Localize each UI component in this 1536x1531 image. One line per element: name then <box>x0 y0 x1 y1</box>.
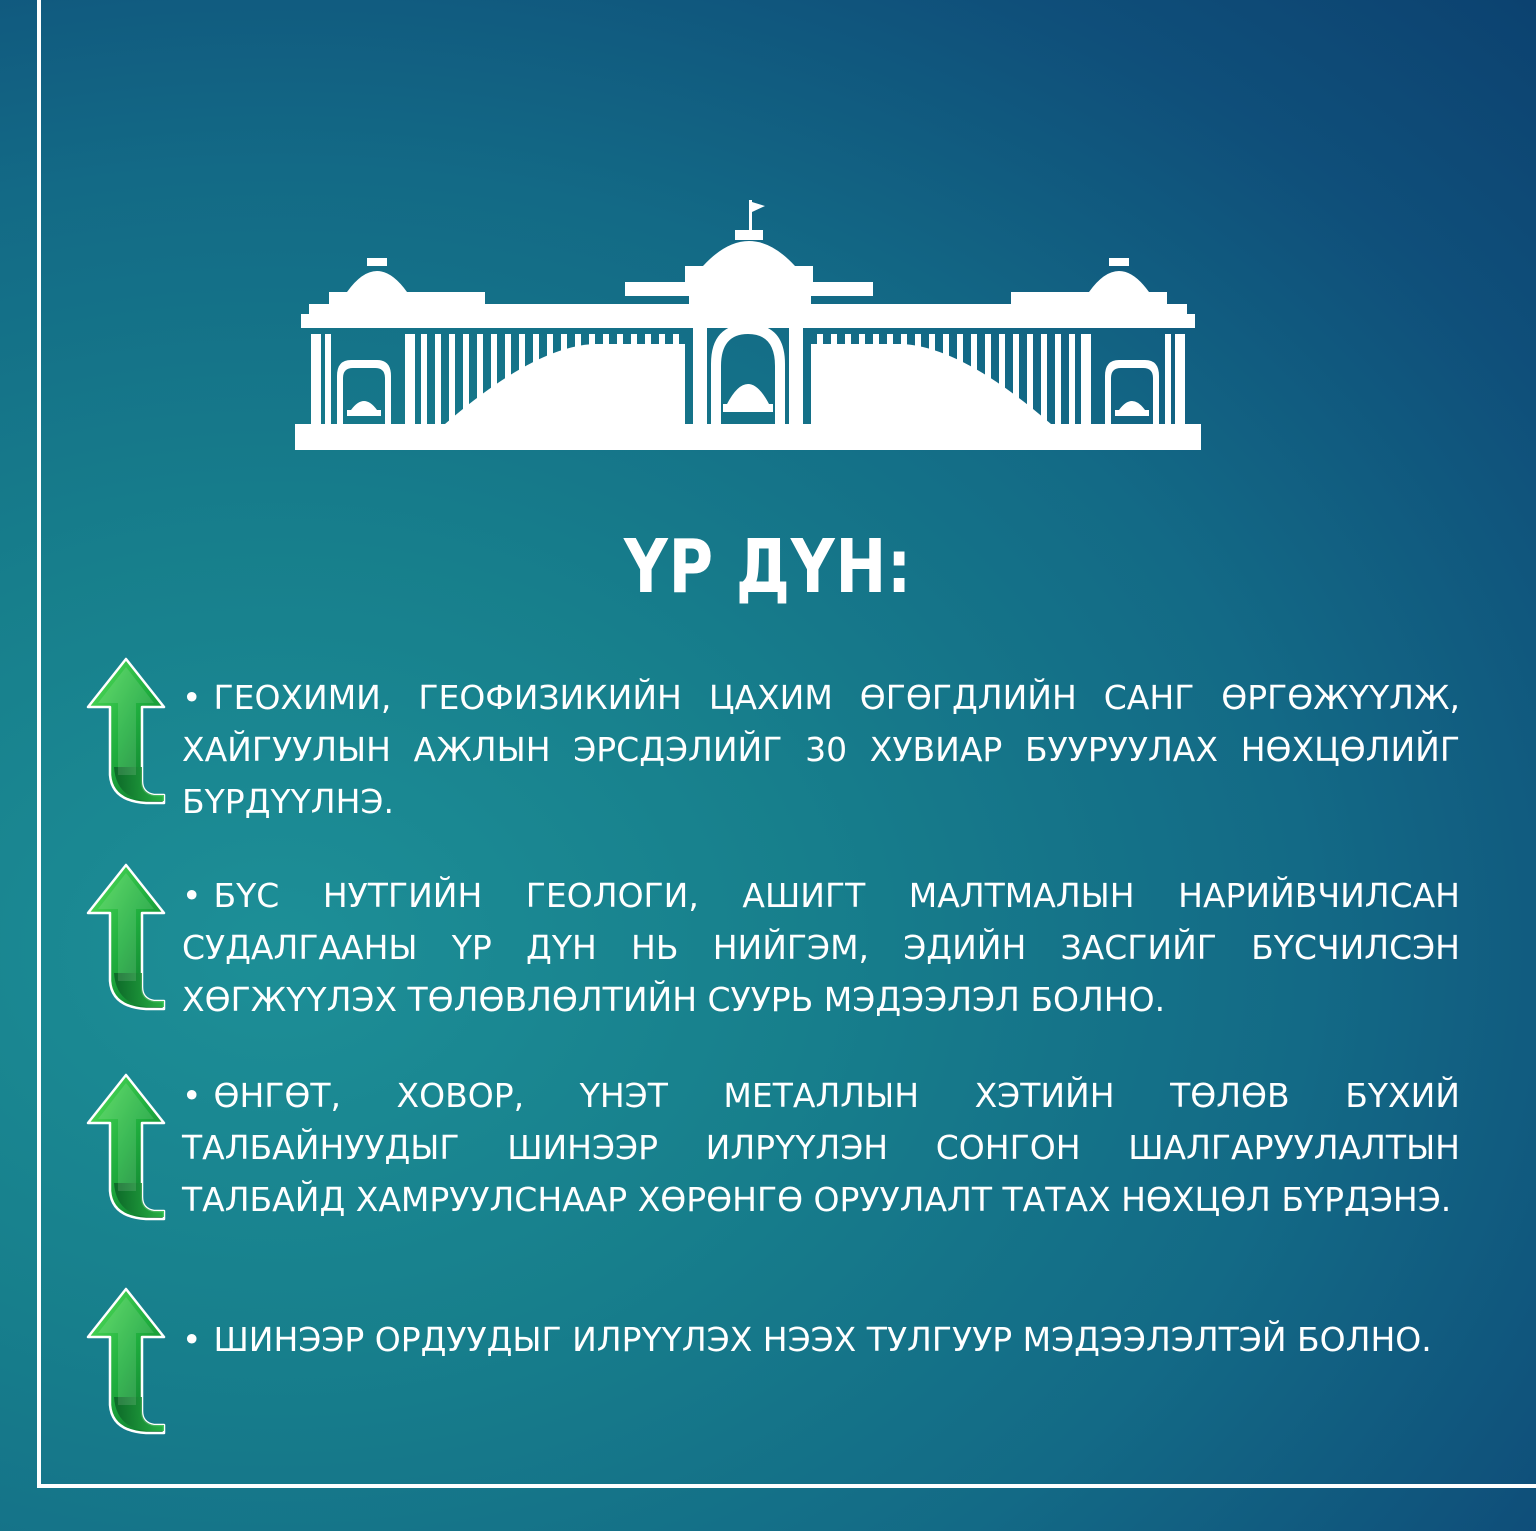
list-item <box>84 860 1464 1020</box>
list-item <box>84 1070 1464 1230</box>
list-item-label: БҮС НУТГИЙН ГЕОЛОГИ, АШИГТ МАЛТМАЛЫН НАРИЙВЧИЛСАН СУДАЛГААНЫ ҮР ДҮН НЬ НИЙГЭМ, ЭДИЙН ЗАСГИЙГ БҮСЧИЛСЭН ХӨГЖҮҮЛЭХ ТӨЛӨВЛӨЛТИЙН СУУРЬ МЭДЭЭЛЭЛ БОЛНО. <box>182 876 1460 1019</box>
green-up-arrow-icon <box>84 1284 168 1436</box>
green-up-arrow-icon <box>84 1070 168 1222</box>
bullet-icon: • <box>182 876 202 915</box>
frame-left-border <box>37 0 41 1488</box>
list-item <box>84 654 1464 821</box>
list-item-label: ГЕОХИМИ, ГЕОФИЗИКИЙН ЦАХИМ ӨГӨГДЛИЙН САНГ ӨРГӨЖҮҮЛЖ, ХАЙГУУЛЫН АЖЛЫН ЭРСДЭЛИЙГ 30 ХУВИАР БУУРУУЛАХ НӨХЦӨЛИЙГ БҮРДҮҮЛНЭ. <box>182 678 1460 821</box>
green-up-arrow-icon <box>84 654 168 806</box>
list-item <box>84 1284 1464 1444</box>
list-item-text <box>182 672 1460 828</box>
list-item-text <box>182 1070 1460 1226</box>
bullet-icon: • <box>182 1076 202 1115</box>
page-title: ҮР ДҮН: <box>623 524 913 610</box>
list-item-text <box>182 1314 1460 1366</box>
list-item-text <box>182 870 1460 1026</box>
green-up-arrow-icon <box>84 860 168 1012</box>
bullet-icon: • <box>182 1320 202 1359</box>
list-item-label: ШИНЭЭР ОРДУУДЫГ ИЛРҮҮЛЭХ НЭЭХ ТУЛГУУР МЭДЭЭЛЭЛТЭЙ БОЛНО. <box>213 1320 1432 1359</box>
list-item-label: ӨНГӨТ, ХОВОР, ҮНЭТ МЕТАЛЛЫН ХЭТИЙН ТӨЛӨВ БҮХИЙ ТАЛБАЙНУУДЫГ ШИНЭЭР ИЛРҮҮЛЭН СОНГОН ШАЛГАРУУЛАЛТЫН ТАЛБАЙД ХАМРУУЛСНААР ХӨРӨНГӨ ОРУУЛАЛТ ТАТАХ НӨХЦӨЛ БҮРДЭНЭ. <box>182 1076 1460 1219</box>
frame-bottom-border <box>37 1484 1536 1488</box>
bullet-icon: • <box>182 678 202 717</box>
government-palace-icon <box>295 196 1201 456</box>
